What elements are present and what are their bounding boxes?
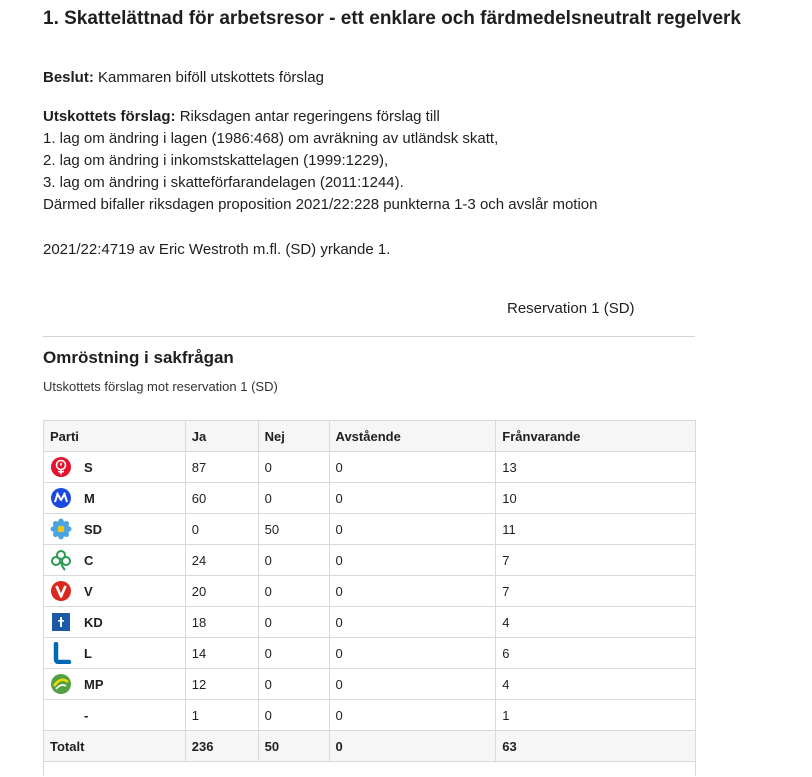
cell-franvarande: 7 — [496, 576, 696, 607]
total-ja: 236 — [185, 731, 258, 762]
table-row — [44, 638, 696, 669]
cell-franvarande: 1 — [496, 700, 696, 731]
cell-franvarande: 11 — [496, 514, 696, 545]
cell-nej: 0 — [258, 700, 329, 731]
cell-avstaende: 0 — [329, 607, 496, 638]
cell-franvarande: 7 — [496, 545, 696, 576]
total-avstaende: 0 — [329, 731, 496, 762]
forslag-line-4: Därmed bifaller riksdagen proposition 2021/22:228 punkterna 1-3 och avslår motion — [43, 196, 598, 213]
forslag-line-0: Utskottets förslag: Riksdagen antar regeringens förslag till — [43, 108, 440, 125]
kd-icon — [50, 611, 72, 633]
cell-avstaende: 0 — [329, 514, 496, 545]
table-row — [44, 700, 696, 731]
cell-nej: 0 — [258, 607, 329, 638]
flower-icon — [50, 518, 72, 540]
m-icon — [50, 487, 72, 509]
cell-franvarande: 4 — [496, 607, 696, 638]
v-icon — [50, 580, 72, 602]
cell-ja: 14 — [185, 638, 258, 669]
cell-ja: 60 — [185, 483, 258, 514]
cell-nej: 0 — [258, 483, 329, 514]
cell-franvarande: 4 — [496, 669, 696, 700]
col-franvarande: Frånvarande — [496, 421, 696, 452]
l-icon — [50, 642, 72, 664]
party-name: M — [84, 490, 95, 506]
rose-icon — [50, 456, 72, 478]
section-divider — [43, 336, 695, 337]
cell-nej: 50 — [258, 514, 329, 545]
mp-icon — [50, 673, 72, 695]
beslut-label: Beslut: — [43, 69, 94, 86]
cell-avstaende: 0 — [329, 700, 496, 731]
party-name: S — [84, 459, 93, 475]
cell-avstaende: 0 — [329, 545, 496, 576]
total-nej: 50 — [258, 731, 329, 762]
table-row — [44, 452, 696, 483]
cell-franvarande: 10 — [496, 483, 696, 514]
cell-ja: 18 — [185, 607, 258, 638]
vote-table-header — [44, 421, 696, 452]
cell-nej: 0 — [258, 669, 329, 700]
cell-ja: 24 — [185, 545, 258, 576]
cell-ja: 1 — [185, 700, 258, 731]
col-ja: Ja — [185, 421, 258, 452]
clover-icon — [50, 549, 72, 571]
vote-heading: Omröstning i sakfrågan — [43, 348, 234, 367]
beslut-text: Kammaren biföll utskottets förslag — [98, 69, 324, 86]
party-name: L — [84, 645, 92, 661]
reservation-label: Reservation 1 (SD) — [507, 300, 635, 317]
table-footer-spacer — [44, 762, 696, 777]
cell-avstaende: 0 — [329, 669, 496, 700]
cell-avstaende: 0 — [329, 452, 496, 483]
party-name: C — [84, 552, 94, 568]
table-row — [44, 514, 696, 545]
cell-ja: 0 — [185, 514, 258, 545]
cell-nej: 0 — [258, 576, 329, 607]
total-franvarande: 63 — [496, 731, 696, 762]
table-row — [44, 576, 696, 607]
col-nej: Nej — [258, 421, 329, 452]
cell-nej: 0 — [258, 452, 329, 483]
party-name: KD — [84, 614, 103, 630]
beslut — [43, 68, 324, 88]
party-name: - — [84, 707, 89, 723]
vote-table — [43, 420, 696, 776]
table-row — [44, 669, 696, 700]
cell-ja: 20 — [185, 576, 258, 607]
utskottets-forslag — [43, 106, 598, 216]
cell-avstaende: 0 — [329, 483, 496, 514]
cell-nej: 0 — [258, 638, 329, 669]
cell-franvarande: 13 — [496, 452, 696, 483]
page-title: 1. Skattelättnad för arbetsresor - ett enklare och färdmedelsneutralt regelverk — [43, 8, 741, 29]
forslag-line-2: 2. lag om ändring i inkomstskattelagen (1999:1229), — [43, 152, 389, 169]
table-row — [44, 607, 696, 638]
party-name: V — [84, 583, 93, 599]
party-name: SD — [84, 521, 103, 537]
forslag-line-3: 3. lag om ändring i skatteförfarandelagen (2011:1244). — [43, 174, 404, 191]
table-row — [44, 545, 696, 576]
cell-nej: 0 — [258, 545, 329, 576]
party-name: MP — [84, 676, 104, 692]
table-row — [44, 483, 696, 514]
vote-subtitle: Utskottets förslag mot reservation 1 (SD) — [43, 379, 278, 394]
forslag-label: Utskottets förslag: — [43, 108, 176, 125]
col-avstaende: Avstående — [329, 421, 496, 452]
cell-ja: 12 — [185, 669, 258, 700]
cell-avstaende: 0 — [329, 638, 496, 669]
forslag-line-1: 1. lag om ändring i lagen (1986:468) om avräkning av utländsk skatt, — [43, 130, 499, 147]
table-total-row — [44, 731, 696, 762]
col-parti: Parti — [44, 421, 186, 452]
cell-avstaende: 0 — [329, 576, 496, 607]
total-label: Totalt — [44, 731, 186, 762]
motion-text: 2021/22:4719 av Eric Westroth m.fl. (SD) yrkande 1. — [43, 241, 391, 258]
cell-ja: 87 — [185, 452, 258, 483]
cell-franvarande: 6 — [496, 638, 696, 669]
